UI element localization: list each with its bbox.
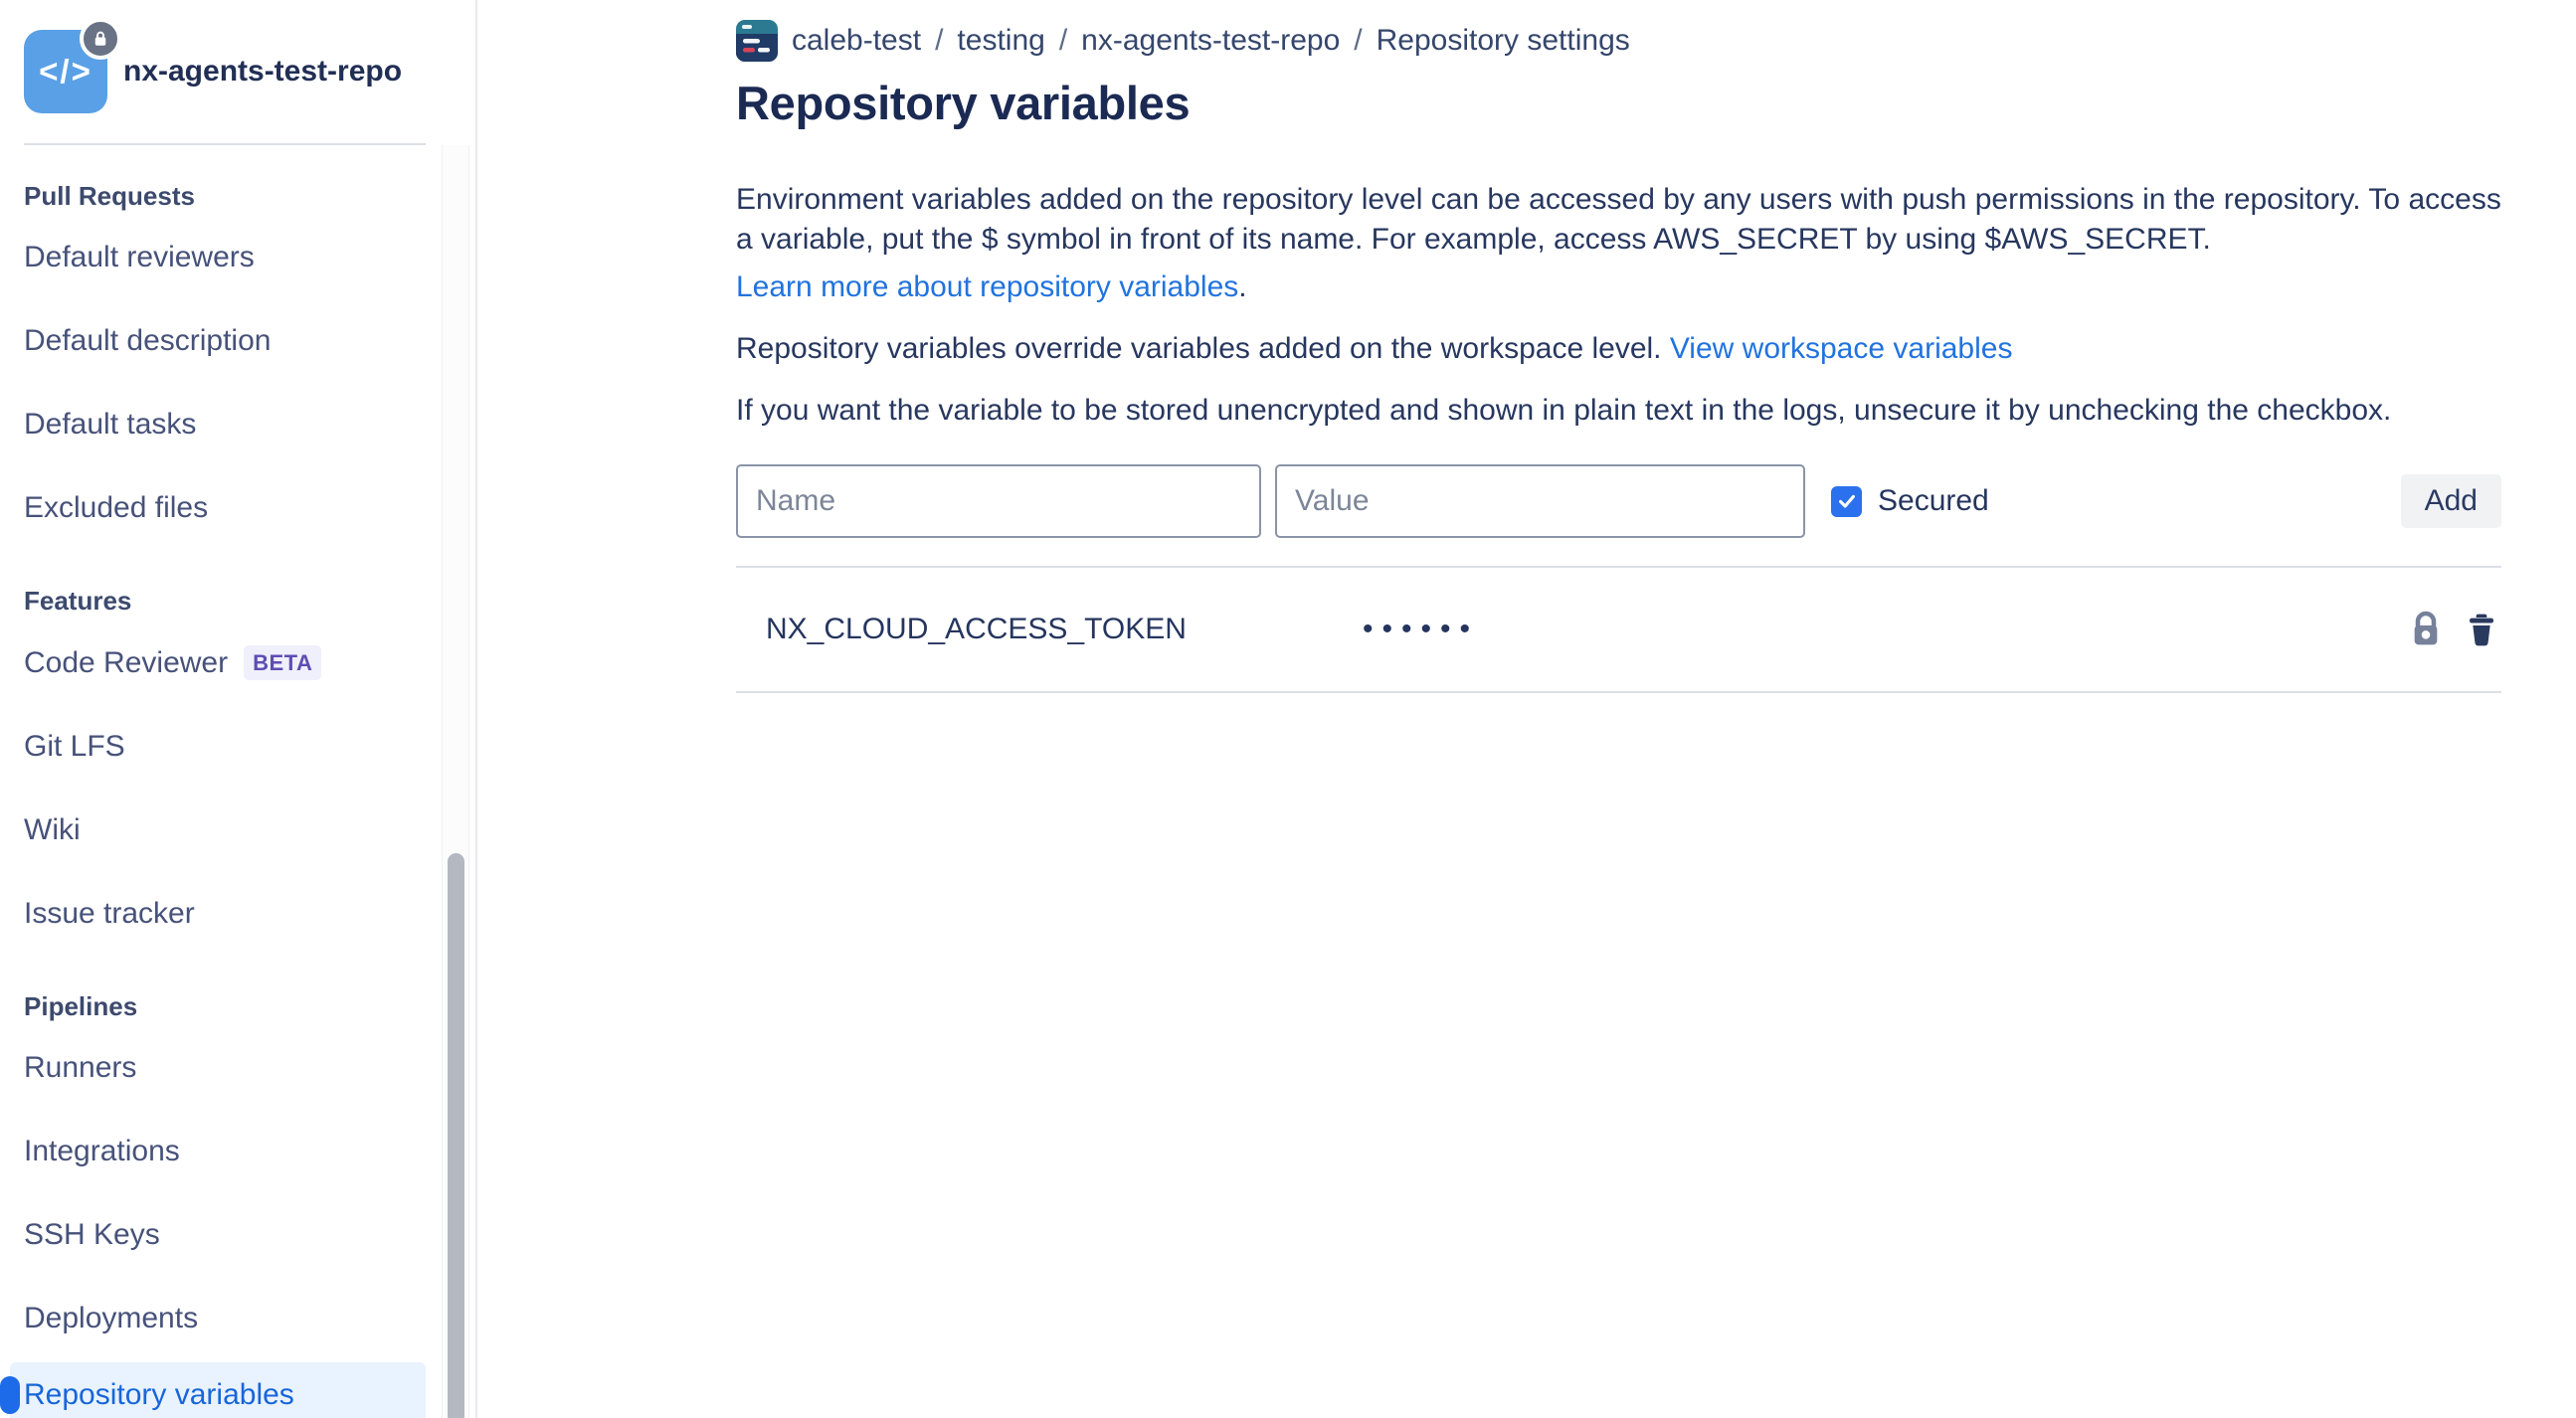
breadcrumb — [736, 20, 2501, 62]
secured-checkbox-wrap[interactable] — [1831, 484, 1989, 518]
sidebar-nav — [24, 181, 475, 1418]
secured-checkbox[interactable] — [1831, 486, 1862, 517]
variable-row — [736, 568, 2501, 693]
intro-text: Environment variables added on the repository level can be accessed by any users with push permissions in the repository. To access a variable, put the $ symbol in front of its name. For example, access AWS_SECRET by using $AWS_SECRET. — [736, 183, 2501, 256]
selected-indicator — [0, 1376, 20, 1414]
main-content — [477, 0, 2576, 1418]
repo-avatar — [24, 30, 107, 113]
page-title: Repository variables — [736, 77, 1191, 129]
breadcrumb-separator: / — [1354, 24, 1363, 57]
learn-more-line — [736, 267, 2501, 307]
override-text: Repository variables override variables added on the workspace level. View workspace variables — [736, 332, 2013, 365]
sidebar-item-ssh-keys[interactable]: SSH Keys — [24, 1218, 160, 1251]
variables-table — [736, 566, 2501, 693]
sidebar-item-default-description[interactable]: Default description — [24, 324, 272, 357]
lock-icon — [92, 30, 109, 48]
trash-icon — [2466, 611, 2497, 648]
sidebar-item-wiki[interactable]: Wiki — [24, 813, 81, 846]
sidebar-item-deployments[interactable]: Deployments — [24, 1302, 199, 1334]
private-lock-badge — [80, 18, 121, 60]
sidebar-item-repository-variables[interactable]: Repository variables — [10, 1362, 426, 1418]
sidebar-divider — [24, 143, 426, 145]
variable-masked-value: •••••• — [1363, 613, 1480, 645]
secured-label: Secured — [1878, 484, 1989, 517]
checkmark-icon — [1836, 490, 1858, 512]
sidebar-item-code-reviewer[interactable]: Code Reviewer BETA — [24, 620, 426, 705]
breadcrumb-workspace[interactable]: caleb-test — [792, 24, 922, 57]
learn-more-period: . — [1238, 270, 1247, 303]
sidebar-item-default-tasks[interactable]: Default tasks — [24, 408, 197, 441]
view-workspace-variables-link[interactable]: View workspace variables — [1669, 332, 2013, 365]
breadcrumb-project[interactable]: testing — [957, 24, 1045, 57]
delete-variable-button[interactable] — [2466, 611, 2497, 648]
breadcrumb-settings[interactable]: Repository settings — [1376, 24, 1630, 57]
sidebar-item-default-reviewers[interactable]: Default reviewers — [24, 241, 255, 273]
sidebar-scrollbar-track[interactable] — [442, 145, 469, 1418]
breadcrumb-separator: / — [935, 24, 944, 57]
code-icon: </> — [39, 53, 92, 89]
add-button[interactable]: Add — [2401, 474, 2501, 528]
repo-header — [24, 30, 475, 113]
breadcrumb-repo[interactable]: nx-agents-test-repo — [1081, 24, 1341, 57]
sidebar-item-excluded-files[interactable]: Excluded files — [24, 491, 209, 524]
breadcrumb-separator: / — [1058, 24, 1068, 57]
sidebar-item-runners[interactable]: Runners — [24, 1051, 137, 1084]
sidebar-scrollbar-thumb[interactable] — [448, 853, 464, 1418]
add-variable-form — [736, 464, 2501, 538]
secured-lock-icon — [2410, 611, 2442, 648]
unsecure-text: If you want the variable to be stored unencrypted and shown in plain text in the logs, unsecure it by unchecking the checkbox. — [736, 394, 2392, 427]
settings-sidebar — [0, 0, 477, 1418]
beta-badge: BETA — [244, 645, 321, 680]
sidebar-item-integrations[interactable]: Integrations — [24, 1135, 180, 1167]
learn-more-link[interactable]: Learn more about repository variables — [736, 270, 1239, 303]
sidebar-item-issue-tracker[interactable]: Issue tracker — [24, 897, 195, 930]
section-heading-features: Features — [24, 586, 132, 616]
variable-row-actions — [2410, 611, 2501, 648]
section-heading-pipelines: Pipelines — [24, 991, 138, 1021]
repo-name: nx-agents-test-repo — [123, 55, 403, 88]
sidebar-item-git-lfs[interactable]: Git LFS — [24, 730, 125, 763]
variable-name: NX_CLOUD_ACCESS_TOKEN — [766, 613, 1187, 645]
value-input[interactable] — [1275, 464, 1805, 538]
section-heading-pull-requests: Pull Requests — [24, 181, 195, 211]
workspace-avatar — [736, 20, 778, 62]
name-input[interactable] — [736, 464, 1261, 538]
